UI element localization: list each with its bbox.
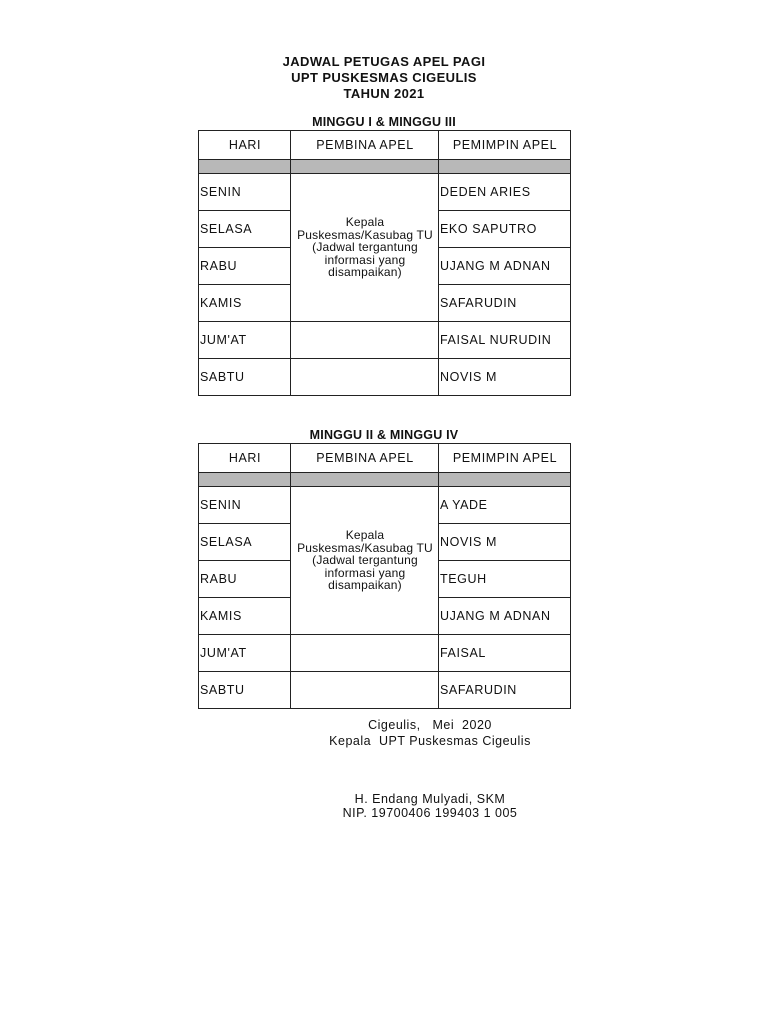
day-cell: SELASA: [199, 524, 291, 561]
day-cell: RABU: [199, 561, 291, 598]
title-line-2: UPT PUSKESMAS CIGEULIS: [291, 70, 477, 85]
leader-cell: NOVIS M: [439, 359, 571, 396]
table-row: [199, 359, 571, 396]
table-row: [199, 487, 571, 524]
leader-cell: UJANG M ADNAN: [439, 598, 571, 635]
schedule-2-table: [198, 443, 571, 709]
signatory-name: H. Endang Mulyadi, SKM: [354, 792, 506, 806]
pembina-cell: Kepala Puskesmas/Kasubag TU (Jadwal tergantung informasi yang disampaikan): [291, 487, 439, 635]
document-title: [0, 54, 768, 102]
empty-pembina-cell: [291, 359, 439, 396]
column-header-hari: HARI: [199, 444, 291, 473]
schedule-2-title: MINGGU II & MINGGU IV: [309, 428, 459, 442]
empty-pembina-cell: [291, 322, 439, 359]
title-line-3: TAHUN 2021: [343, 86, 425, 101]
leader-cell: TEGUH: [439, 561, 571, 598]
empty-pembina-cell: [291, 635, 439, 672]
day-cell: SENIN: [199, 174, 291, 211]
signature-role: Kepala UPT Puskesmas Cigeulis: [329, 734, 531, 748]
column-header-pembina: PEMBINA APEL: [291, 131, 439, 160]
leader-cell: FAISAL: [439, 635, 571, 672]
day-cell: KAMIS: [199, 598, 291, 635]
day-cell: KAMIS: [199, 285, 291, 322]
day-cell: JUM'AT: [199, 635, 291, 672]
header-separator-band: [199, 473, 571, 487]
pembina-cell: Kepala Puskesmas/Kasubag TU (Jadwal tergantung informasi yang disampaikan): [291, 174, 439, 322]
column-header-hari: HARI: [199, 131, 291, 160]
table-row: [199, 322, 571, 359]
day-cell: SELASA: [199, 211, 291, 248]
leader-cell: FAISAL NURUDIN: [439, 322, 571, 359]
table-header-row: [199, 444, 571, 473]
leader-cell: EKO SAPUTRO: [439, 211, 571, 248]
empty-pembina-cell: [291, 672, 439, 709]
signature-place-date: Cigeulis, Mei 2020: [368, 718, 492, 732]
table-row: [199, 672, 571, 709]
leader-cell: DEDEN ARIES: [439, 174, 571, 211]
column-header-pemimpin: PEMIMPIN APEL: [439, 444, 571, 473]
header-separator-band: [199, 160, 571, 174]
day-cell: SABTU: [199, 359, 291, 396]
schedule-1-table: [198, 130, 571, 396]
leader-cell: UJANG M ADNAN: [439, 248, 571, 285]
day-cell: SABTU: [199, 672, 291, 709]
day-cell: JUM'AT: [199, 322, 291, 359]
leader-cell: SAFARUDIN: [439, 672, 571, 709]
leader-cell: NOVIS M: [439, 524, 571, 561]
table-header-row: [199, 131, 571, 160]
leader-cell: A YADE: [439, 487, 571, 524]
day-cell: SENIN: [199, 487, 291, 524]
table-row: [199, 174, 571, 211]
column-header-pembina: PEMBINA APEL: [291, 444, 439, 473]
leader-cell: SAFARUDIN: [439, 285, 571, 322]
table-row: [199, 635, 571, 672]
day-cell: RABU: [199, 248, 291, 285]
signatory-nip: NIP. 19700406 199403 1 005: [342, 806, 518, 820]
title-line-1: JADWAL PETUGAS APEL PAGI: [282, 54, 486, 69]
schedule-1-title: MINGGU I & MINGGU III: [312, 115, 456, 129]
column-header-pemimpin: PEMIMPIN APEL: [439, 131, 571, 160]
